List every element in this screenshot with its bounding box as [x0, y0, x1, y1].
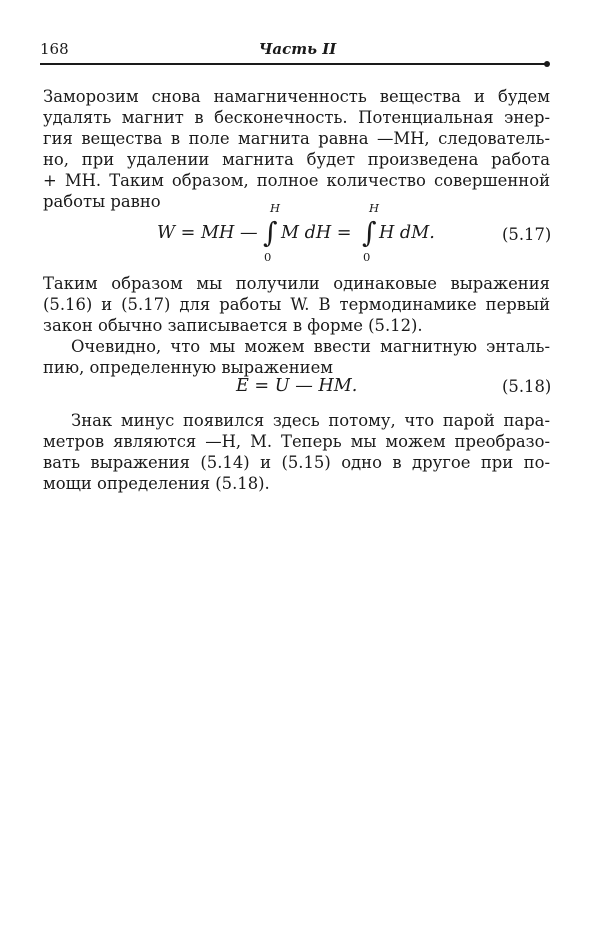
running-title: Часть II — [258, 40, 337, 58]
text-line: метров являются —H, M. Теперь мы можем преобразо- — [43, 432, 550, 451]
integral-lower-limit: 0 — [264, 250, 272, 264]
equation-part: M dH = — [281, 223, 352, 243]
equation-number: (5.17) — [502, 225, 552, 244]
integral-upper-limit: H — [369, 201, 380, 215]
text-line: удалять магнит в бесконечность. Потенциальная энер- — [43, 108, 550, 127]
page-number: 168 — [40, 40, 69, 58]
text-line: гия вещества в поле магнита равна —MH, следователь- — [43, 129, 550, 148]
integral-sign: ∫ — [263, 216, 278, 249]
paragraph-4 — [43, 410, 550, 494]
text-line: Очевидно, что мы можем ввести магнитную энталь- — [71, 337, 550, 356]
text-line: пию, определенную выражением — [43, 358, 334, 377]
integral-upper-limit: H — [270, 201, 281, 215]
integral-lower-limit: 0 — [363, 250, 371, 264]
text-line: работы равно — [43, 192, 161, 211]
text-line: вать выражения (5.14) и (5.15) одно в другое при по- — [43, 453, 550, 472]
text-line: + MH. Таким образом, полное количество совершенной — [43, 171, 550, 190]
equation-number: (5.18) — [502, 377, 552, 396]
text-line: мощи определения (5.18). — [43, 474, 270, 493]
integral-sign: ∫ — [362, 216, 377, 249]
header-rule — [40, 63, 549, 65]
paragraph-1 — [43, 86, 550, 212]
text-line: Таким образом мы получили одинаковые выражения — [43, 274, 550, 293]
equation-part: W = MH — — [157, 223, 258, 243]
equation-part: H dM. — [379, 223, 435, 243]
text-line: Знак минус появился здесь потому, что парой пара- — [71, 411, 550, 430]
paragraph-3 — [43, 336, 550, 378]
text-line: Заморозим снова намагниченность вещества и будем — [43, 87, 550, 106]
text-line: но, при удалении магнита будет произведена работа — [43, 150, 550, 169]
text-line: закон обычно записывается в форме (5.12). — [43, 316, 423, 335]
header-rule-end — [544, 61, 550, 67]
equation-text: E = U — HM. — [236, 376, 358, 396]
text-line: (5.16) и (5.17) для работы W. В термодинамике первый — [43, 295, 550, 314]
paragraph-2 — [43, 273, 550, 336]
